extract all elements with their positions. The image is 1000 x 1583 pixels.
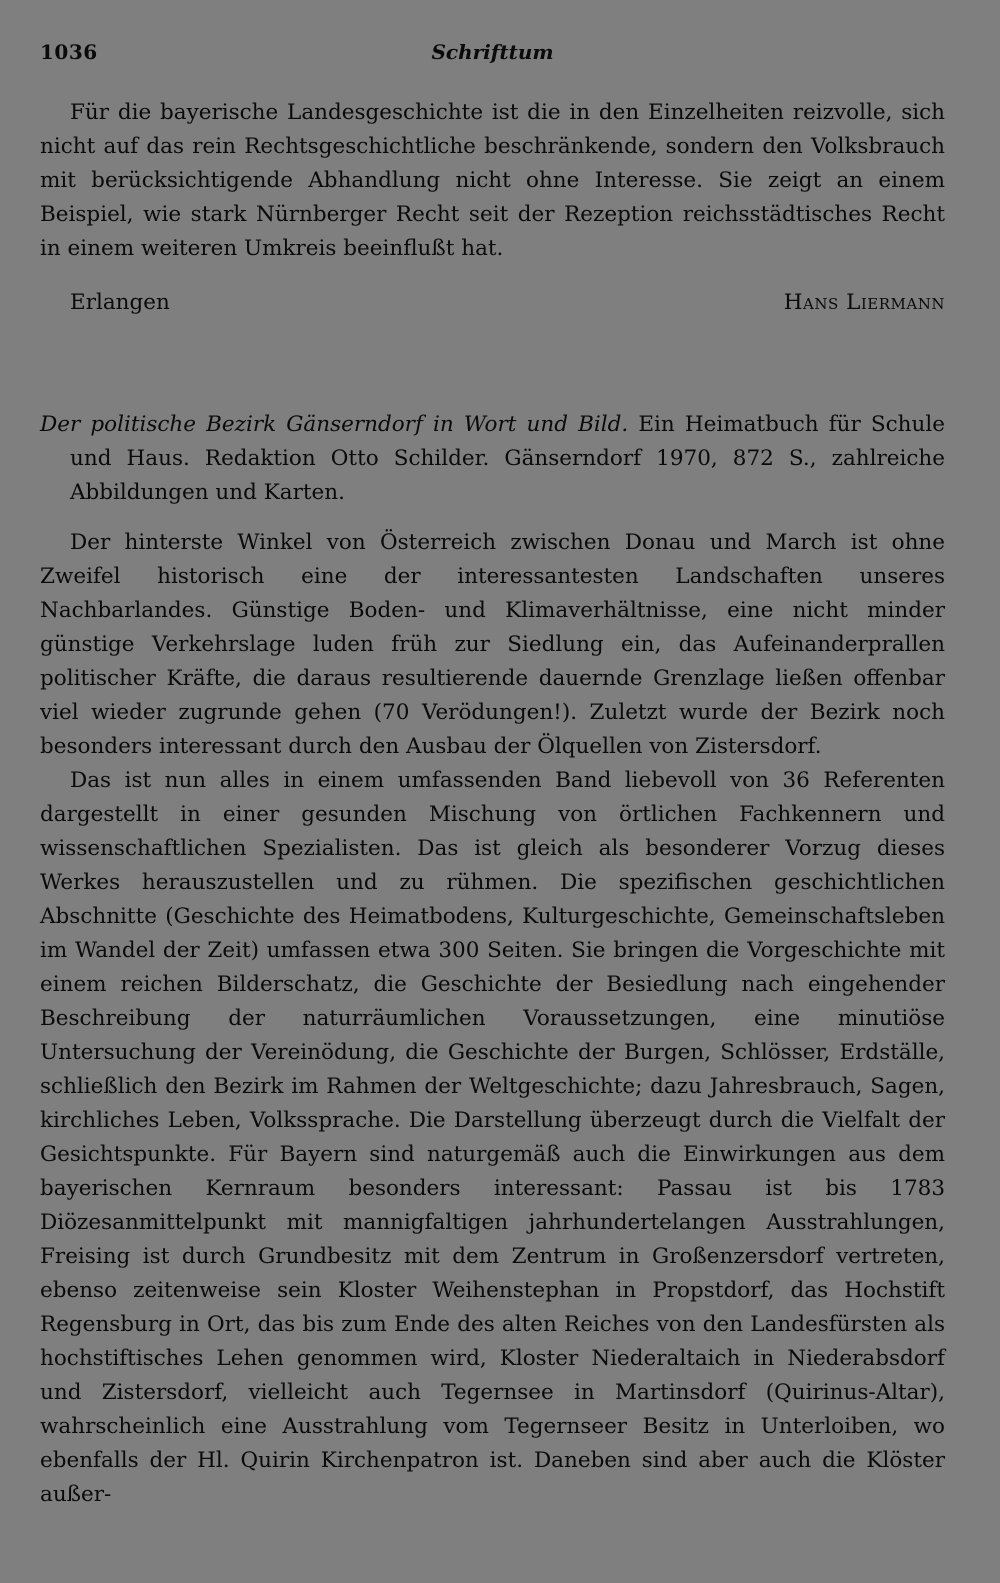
signature-place: Erlangen (70, 290, 170, 315)
review-one-signature (40, 286, 945, 320)
review-one-paragraph: Für die bayerische Landesgeschichte ist die in den Einzelheiten reizvolle, sich nicht auf das rein Rechtsgeschichtliche beschränkende, sondern den Volksbrauch mit berücksichtigende Abhandlung nicht ohne Interesse. Sie zeigt an einem Beispiel, wie stark Nürnberger Recht seit der Rezeption reichsstädtisches Recht in einem weiteren Umkreis beeinflußt hat. (40, 100, 945, 261)
book-title: Der politische Bezirk Gänserndorf in Wort und Bild. (40, 412, 629, 437)
page-number: 1036 (40, 40, 98, 64)
signature-author: Hans Liermann (783, 290, 945, 315)
page-header (40, 40, 945, 74)
review-two-paragraph-1: Der hinterste Winkel von Österreich zwischen Donau und March ist ohne Zweifel historisch eine der interessantesten Landschaften unseres Nachbarlandes. Günstige Boden- und Klimaverhältnisse, eine nicht minder günstige Verkehrslage luden früh zur Siedlung ein, das Aufeinanderprallen politischer Kräfte, die daraus resultierende dauernde Grenzlage ließen offenbar viel wieder zugrunde gehen (70 Verödungen!). Zuletzt wurde der Bezirk noch besonders interessant durch den Ausbau der Ölquellen von Zistersdorf. (40, 530, 945, 759)
book-details: Ein Heimatbuch für Schule und Haus. Redaktion Otto Schilder. Gänserndorf 1970, 872 S., zahlreiche Abbildungen und Karten. (70, 412, 945, 505)
review-two-paragraph-2: Das ist nun alles in einem umfassenden Band liebevoll von 36 Referenten dargestellt in einer gesunden Mischung von örtlichen Fachkennern und wissenschaftlichen Spezialisten. Das ist gleich als besonderer Vorzug dieses Werkes herauszustellen und zu rühmen. Die spezifischen geschichtlichen Abschnitte (Geschichte des Heimatbodens, Kulturgeschichte, Gemeinschaftsleben im Wandel der Zeit) umfassen etwa 300 Seiten. Sie bringen die Vorgeschichte mit einem reichen Bilderschatz, die Geschichte der Besiedlung nach eingehender Beschreibung der naturräumlichen Voraussetzungen, eine minutiöse Untersuchung der Vereinödung, die Geschichte der Burgen, Schlösser, Erdställe, schließlich den Bezirk im Rahmen der Weltgeschichte; dazu Jahresbrauch, Sagen, kirchliches Leben, Volkssprache. Die Darstellung überzeugt durch die Vielfalt der Gesichtspunkte. Für Bayern sind naturgemäß auch die Einwirkungen aus dem bayerischen Kernraum besonders interessant: Passau ist bis 1783 Diözesanmittelpunkt mit mannigfaltigen jahrhundertelangen Ausstrahlungen, Freising ist durch Grundbesitz mit dem Zentrum in Großenzersdorf vertreten, ebenso zeitenweise sein Kloster Weihenstephan in Propstdorf, das Hochstift Regensburg in Ort, das bis zum Ende des alten Reiches von den Landesfürsten als hochstiftisches Lehen genommen wird, Kloster Niederaltaich in Niederabsdorf und Zistersdorf, vielleicht auch Tegernsee in Martinsdorf (Quirinus-Altar), wahrscheinlich eine Ausstrahlung vom Tegernseer Besitz in Unterloiben, wo ebenfalls der Hl. Quirin Kirchenpatron ist. Daneben sind aber auch die Klöster außer- (40, 768, 945, 1507)
running-title: Schrifttum (431, 40, 554, 64)
review-one-body (40, 96, 945, 266)
bibliographic-entry (40, 408, 945, 510)
review-two-body (40, 526, 945, 1512)
